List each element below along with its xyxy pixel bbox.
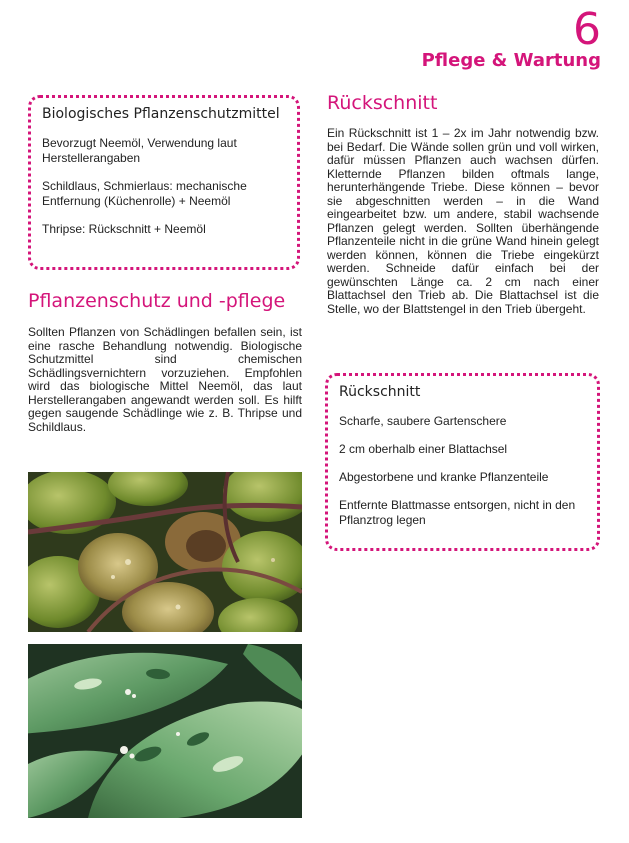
bio-box-item: Thripse: Rückschnitt + Neemöl	[42, 222, 206, 236]
rueckschnitt-box-item: 2 cm oberhalb einer Blattachsel	[339, 442, 508, 456]
bio-box-item: Schildlaus, Schmierlaus: mechanische Entfernung (Küchenrolle) + Neemöl	[42, 179, 247, 208]
rueckschnitt-box	[325, 373, 600, 551]
rueckschnitt-box-item: Entfernte Blattmasse entsorgen, nicht in den Pflanztrog legen	[339, 498, 576, 527]
chapter-number: 6	[573, 4, 601, 55]
bio-box-title: Biologisches Pflanzenschutzmittel	[42, 106, 280, 122]
variegated-leaves-photo	[28, 644, 302, 818]
rueckschnitt-text: Ein Rückschnitt ist 1 – 2x im Jahr notwendig bzw. bei Bedarf. Die Wände sollen grün und voll wirken, dafür müssen Pflanzen auch wachsen dürfen. Kletternde Pflanzen bilden oftmals lange, herunterhängende Triebe. Diese können – bevor sie abgeschnitten werden – in die Wand eingearbeitet bzw. um andere, stabil wachsende Pflanzen gelegt werden. Sollten überhängende Pflanzenteile nicht in die grüne Wand hinein gelegt werden können, können die Triebe eingekürzt werden. Schneide dafür einfach bei der gewünschten Länge ca. 2 cm nach einer Blattachsel den Trieb ab. Die Blattachsel ist die Stelle, wo der Blattstengel in den Trieb übergeht.	[327, 126, 599, 316]
bio-pesticide-box	[28, 95, 300, 270]
rueckschnitt-box-item: Abgestorbene und kranke Pflanzenteile	[339, 470, 549, 484]
rueckschnitt-box-item: Scharfe, saubere Gartenschere	[339, 414, 507, 428]
pflanzenschutz-title: Pflanzenschutz und -pflege	[28, 290, 286, 312]
bio-box-item: Bevorzugt Neemöl, Verwendung laut Herstellerangaben	[42, 136, 237, 165]
chapter-title: Pflege & Wartung	[421, 50, 601, 71]
rueckschnitt-title: Rückschnitt	[327, 92, 438, 114]
rueckschnitt-box-title: Rückschnitt	[339, 384, 421, 400]
pest-leaves-photo	[28, 472, 302, 632]
pflanzenschutz-text: Sollten Pflanzen von Schädlingen befallen sein, ist eine rasche Behandlung notwendig. Biologische Schutzmittel sind chemischen Schädlingsvernichtern vorzuziehen. Empfohlen wird das biologische Mittel Neemöl, das laut Herstellerangaben angewandt werden soll. Es hilft gegen saugende Schädlinge wie z. B. Thripse und Schildlaus.	[28, 325, 302, 434]
